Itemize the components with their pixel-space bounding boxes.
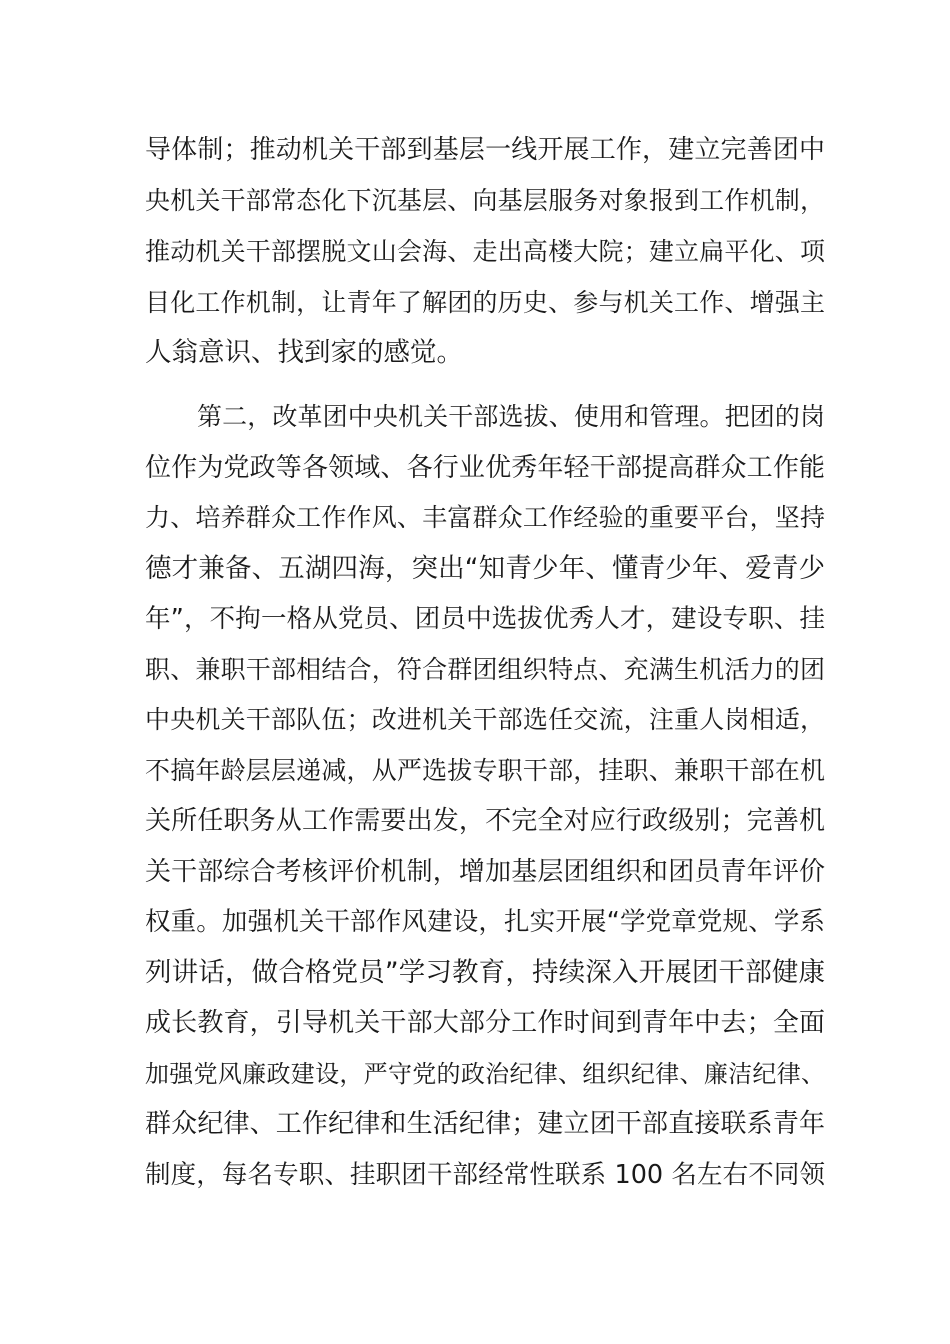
text-line: 导体制；推动机关干部到基层一线开展工作，建立完善团中	[145, 135, 825, 165]
text-line: 关干部综合考核评价机制，增加基层团组织和团员青年评价	[145, 857, 825, 887]
text-line: 年”，不拘一格从党员、团员中选拔优秀人才，建设专职、挂	[145, 604, 825, 634]
text-line: 央机关干部常态化下沉基层、向基层服务对象报到工作机制，	[145, 186, 825, 215]
text-line: 不搞年龄层层递减，从严选拔专职干部，挂职、兼职干部在机	[145, 756, 825, 785]
text-line: 权重。加强机关干部作风建设，扎实开展“学党章党规、学系	[145, 907, 825, 937]
text-line: 第二，改革团中央机关干部选拔、使用和管理。把团的岗	[197, 402, 825, 431]
text-line: 位作为党政等各领域、各行业优秀年轻干部提高群众工作能	[145, 453, 825, 483]
text-line: 目化工作机制，让青年了解团的历史、参与机关工作、增强主	[145, 288, 825, 317]
text-line: 关所任职务从工作需要出发，不完全对应行政级别；完善机	[145, 806, 825, 836]
text-line: 人翁意识、找到家的感觉。	[145, 337, 463, 368]
text-line: 制度，每名专职、挂职团干部经常性联系 100 名左右不同领	[145, 1160, 825, 1190]
text-line: 职、兼职干部相结合，符合群团组织特点、充满生机活力的团	[145, 655, 825, 684]
text-line: 力、培养群众工作作风、丰富群众工作经验的重要平台，坚持	[145, 503, 825, 532]
text-line: 列讲话，做合格党员”学习教育，持续深入开展团干部健康	[145, 957, 825, 988]
text-line: 成长教育，引导机关干部大部分工作时间到青年中去；全面	[145, 1008, 825, 1038]
text-line: 推动机关干部摆脱文山会海、走出高楼大院；建立扁平化、项	[145, 237, 825, 266]
text-line: 德才兼备、五湖四海，突出“知青少年、懂青少年、爱青少	[145, 553, 825, 584]
text-line: 加强党风廉政建设，严守党的政治纪律、组织纪律、廉洁纪律、	[145, 1060, 825, 1088]
text-line: 群众纪律、工作纪律和生活纪律；建立团干部直接联系青年	[145, 1109, 825, 1139]
text-line: 中央机关干部队伍；改进机关干部选任交流，注重人岗相适，	[145, 705, 825, 734]
